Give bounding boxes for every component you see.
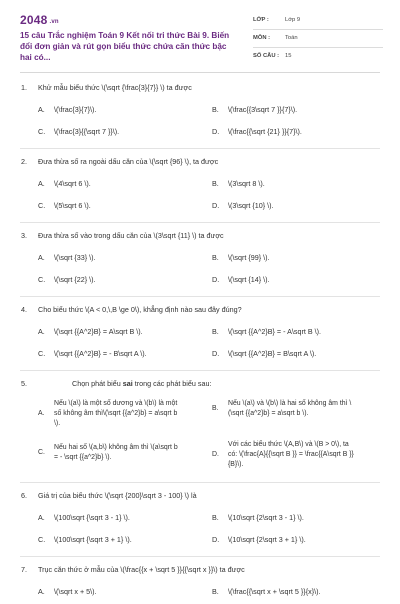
option-text: \(100\sqrt {\sqrt 3 - 1} \). bbox=[54, 513, 130, 522]
option-text: \(\frac{{3\sqrt 7 }}{7}\). bbox=[228, 105, 298, 114]
option-letter: B. bbox=[212, 105, 219, 114]
option-text: \(\sqrt {99} \). bbox=[228, 253, 270, 262]
question-number: 4. bbox=[21, 305, 27, 314]
question-text: Đưa thừa số ra ngoài dấu căn của \(\sqrt {96} \), ta được bbox=[38, 157, 219, 166]
option-text: \(\sqrt {14} \). bbox=[228, 275, 270, 284]
question-2 bbox=[0, 152, 400, 223]
option-d[interactable] bbox=[212, 275, 270, 284]
option-text: \(\frac{{\sqrt x + \sqrt 5 }}{x}\). bbox=[228, 587, 321, 596]
question-number: 5. bbox=[21, 379, 27, 388]
option-line: Với các biểu thức \(A,B\) và \(B > 0\), ta bbox=[228, 441, 349, 448]
option-c[interactable] bbox=[38, 201, 91, 210]
option-b[interactable] bbox=[212, 253, 270, 262]
question-list bbox=[0, 78, 400, 604]
question-5 bbox=[0, 374, 400, 483]
option-text: \(\sqrt {{A^2}B} = - B\sqrt A \). bbox=[54, 349, 147, 358]
question-stem bbox=[0, 486, 400, 508]
option-c[interactable] bbox=[38, 535, 132, 544]
option-line: số không âm thì\(\sqrt {{a^2}b} = a\sqrt b bbox=[54, 410, 178, 417]
option-text: \(\sqrt {33} \). bbox=[54, 253, 96, 262]
option-letter: A. bbox=[38, 327, 45, 336]
option-letter: D. bbox=[212, 127, 220, 136]
option-text: \(\sqrt x + 5\). bbox=[54, 587, 97, 596]
option-b[interactable] bbox=[212, 399, 382, 435]
option-letter: C. bbox=[38, 449, 45, 456]
option-text: \(\frac{{\sqrt {21} }}{7}\). bbox=[228, 127, 302, 136]
option-d[interactable] bbox=[212, 201, 274, 210]
question-divider bbox=[20, 148, 380, 149]
option-letter: B. bbox=[212, 327, 219, 336]
header-divider bbox=[20, 72, 380, 73]
question-text: Giá trị của biểu thức \(\sqrt {200}\sqrt 3 - 100} \) là bbox=[38, 491, 197, 500]
option-line: Nếu \(a\) là một số dương và \(b\) là một bbox=[54, 400, 178, 407]
logo-suffix: .vn bbox=[49, 19, 59, 25]
option-letter: B. bbox=[212, 587, 219, 596]
option-letter: A. bbox=[38, 179, 45, 188]
question-number: 7. bbox=[21, 565, 27, 574]
option-c[interactable] bbox=[38, 127, 119, 136]
question-stem bbox=[0, 226, 400, 248]
option-letter: D. bbox=[212, 201, 220, 210]
question-text: Trục căn thức ở mẫu của \(\frac{{x + \sqrt 5 }}{{\sqrt x }}\) ta được bbox=[38, 565, 245, 574]
meta-value: Lớp 9 bbox=[285, 17, 301, 23]
question-stem bbox=[0, 374, 400, 396]
option-text: \(\frac{3}{7}\). bbox=[54, 105, 97, 114]
question-divider bbox=[20, 370, 380, 371]
option-row bbox=[0, 582, 400, 604]
option-letter: D. bbox=[212, 349, 220, 358]
option-letter: C. bbox=[38, 535, 46, 544]
question-stem bbox=[0, 152, 400, 174]
option-line: có: \(\frac{A}{{\sqrt B }} = \frac{{A\sqrt B }} bbox=[228, 451, 354, 458]
question-text: Khử mẫu biểu thức \(\sqrt {\frac{3}{7}} \) ta được bbox=[38, 83, 192, 92]
question-3 bbox=[0, 226, 400, 297]
option-a[interactable] bbox=[38, 179, 91, 188]
option-row bbox=[0, 196, 400, 218]
option-row bbox=[0, 438, 400, 478]
option-row bbox=[0, 248, 400, 270]
option-a[interactable] bbox=[38, 105, 96, 114]
option-text bbox=[54, 399, 177, 429]
option-text bbox=[54, 443, 178, 463]
question-stem bbox=[0, 300, 400, 322]
question-7 bbox=[0, 560, 400, 604]
option-row bbox=[0, 100, 400, 122]
meta-row-subject bbox=[253, 33, 383, 48]
option-text: \(10\sqrt {2\sqrt 3 - 1} \). bbox=[228, 513, 304, 522]
option-letter: C. bbox=[38, 201, 46, 210]
question-divider bbox=[20, 296, 380, 297]
stem-prefix: Chọn phát biểu bbox=[72, 379, 123, 388]
meta-label: MÔN : bbox=[253, 35, 271, 41]
option-letter: B. bbox=[212, 253, 219, 262]
option-row bbox=[0, 122, 400, 144]
option-text: \(\sqrt {{A^2}B} = - A\sqrt B \). bbox=[228, 327, 322, 336]
option-letter: D. bbox=[212, 451, 219, 458]
question-divider bbox=[20, 556, 380, 557]
question-text: Đưa thừa số vào trong dấu căn của \(3\sqrt {11} \) ta được bbox=[38, 231, 224, 240]
meta-row-count bbox=[253, 51, 383, 65]
option-d[interactable] bbox=[212, 535, 306, 544]
option-d[interactable] bbox=[212, 440, 382, 476]
option-text: \(3\sqrt 8 \). bbox=[228, 179, 265, 188]
option-text: \(10\sqrt {2\sqrt 3 + 1} \). bbox=[228, 535, 306, 544]
option-letter: B. bbox=[212, 179, 219, 188]
meta-label: LỚP : bbox=[253, 17, 269, 23]
option-b[interactable] bbox=[212, 105, 297, 114]
option-c[interactable] bbox=[38, 349, 147, 358]
meta-label: SỐ CÂU : bbox=[253, 53, 280, 59]
question-number: 3. bbox=[21, 231, 27, 240]
option-a[interactable] bbox=[38, 513, 130, 522]
option-line: {B}\). bbox=[228, 461, 244, 468]
option-letter: A. bbox=[38, 410, 45, 417]
option-a[interactable] bbox=[38, 399, 208, 435]
option-letter: B. bbox=[212, 513, 219, 522]
option-text: \(\sqrt {22} \). bbox=[54, 275, 96, 284]
option-text bbox=[228, 440, 354, 470]
option-c[interactable] bbox=[38, 275, 96, 284]
option-row bbox=[0, 530, 400, 552]
option-letter: C. bbox=[38, 127, 46, 136]
option-line: Nếu hai số \(a,b\) không âm thì \(a\sqrt b bbox=[54, 444, 178, 451]
option-line: (\sqrt {{a^2}b} = a\sqrt b \). bbox=[228, 410, 309, 417]
meta-value: 15 bbox=[285, 53, 292, 59]
option-letter: B. bbox=[212, 405, 219, 412]
option-letter: A. bbox=[38, 253, 45, 262]
question-text: Cho biểu thức \(A < 0,\,B \ge 0\), khẳng định nào sau đây đúng? bbox=[38, 305, 242, 314]
document-meta bbox=[253, 15, 383, 68]
option-b[interactable] bbox=[212, 587, 320, 596]
question-stem bbox=[0, 560, 400, 582]
question-stem bbox=[0, 78, 400, 100]
question-number: 6. bbox=[21, 491, 27, 500]
option-row bbox=[0, 344, 400, 366]
option-letter: C. bbox=[38, 349, 46, 358]
option-row bbox=[0, 396, 400, 438]
question-number: 1. bbox=[21, 83, 27, 92]
option-letter: D. bbox=[212, 275, 220, 284]
site-logo[interactable] bbox=[20, 13, 59, 27]
option-line: Nếu \(a\) và \(b\) là hai số không âm thì \ bbox=[228, 400, 352, 407]
question-6 bbox=[0, 486, 400, 557]
option-c[interactable] bbox=[38, 443, 208, 475]
logo-text: 2048 bbox=[20, 13, 48, 27]
option-d[interactable] bbox=[212, 127, 302, 136]
option-text: \(100\sqrt {\sqrt 3 + 1} \). bbox=[54, 535, 132, 544]
option-text bbox=[228, 399, 351, 419]
meta-row-grade bbox=[253, 15, 383, 30]
option-b[interactable] bbox=[212, 513, 304, 522]
option-a[interactable] bbox=[38, 253, 96, 262]
question-text bbox=[72, 379, 211, 388]
option-text: \(\sqrt {{A^2}B} = A\sqrt B \). bbox=[54, 327, 143, 336]
option-row bbox=[0, 270, 400, 292]
option-text: \(3\sqrt {10} \). bbox=[228, 201, 274, 210]
option-text: \(4\sqrt 6 \). bbox=[54, 179, 91, 188]
stem-suffix: trong các phát biểu sau: bbox=[132, 379, 212, 388]
option-row bbox=[0, 174, 400, 196]
option-b[interactable] bbox=[212, 179, 265, 188]
question-divider bbox=[20, 482, 380, 483]
question-1 bbox=[0, 78, 400, 149]
option-letter: A. bbox=[38, 105, 45, 114]
question-4 bbox=[0, 300, 400, 371]
document-title: 15 câu Trắc nghiệm Toán 9 Kết nối tri thức Bài 9. Biến đổi đơn giản và rút gọn biểu thức chứa căn thức bậc hai có... bbox=[20, 31, 230, 62]
option-row bbox=[0, 508, 400, 530]
stem-emphasis: sai bbox=[122, 379, 133, 388]
option-letter: D. bbox=[212, 535, 220, 544]
question-divider bbox=[20, 222, 380, 223]
option-letter: A. bbox=[38, 587, 45, 596]
option-text: \(5\sqrt 6 \). bbox=[54, 201, 91, 210]
option-row bbox=[0, 322, 400, 344]
page-header bbox=[0, 0, 400, 64]
question-number: 2. bbox=[21, 157, 27, 166]
option-d[interactable] bbox=[212, 349, 316, 358]
option-line: \). bbox=[54, 420, 61, 427]
option-letter: C. bbox=[38, 275, 46, 284]
meta-value: Toán bbox=[285, 35, 298, 41]
option-text: \(\sqrt {{A^2}B} = B\sqrt A \). bbox=[228, 349, 317, 358]
option-a[interactable] bbox=[38, 327, 143, 336]
option-text: \(\frac{3}{{\sqrt 7 }}\). bbox=[54, 127, 120, 136]
option-b[interactable] bbox=[212, 327, 321, 336]
option-letter: A. bbox=[38, 513, 45, 522]
option-a[interactable] bbox=[38, 587, 97, 596]
option-line: = - \sqrt {{a^2}b} \). bbox=[54, 454, 112, 461]
